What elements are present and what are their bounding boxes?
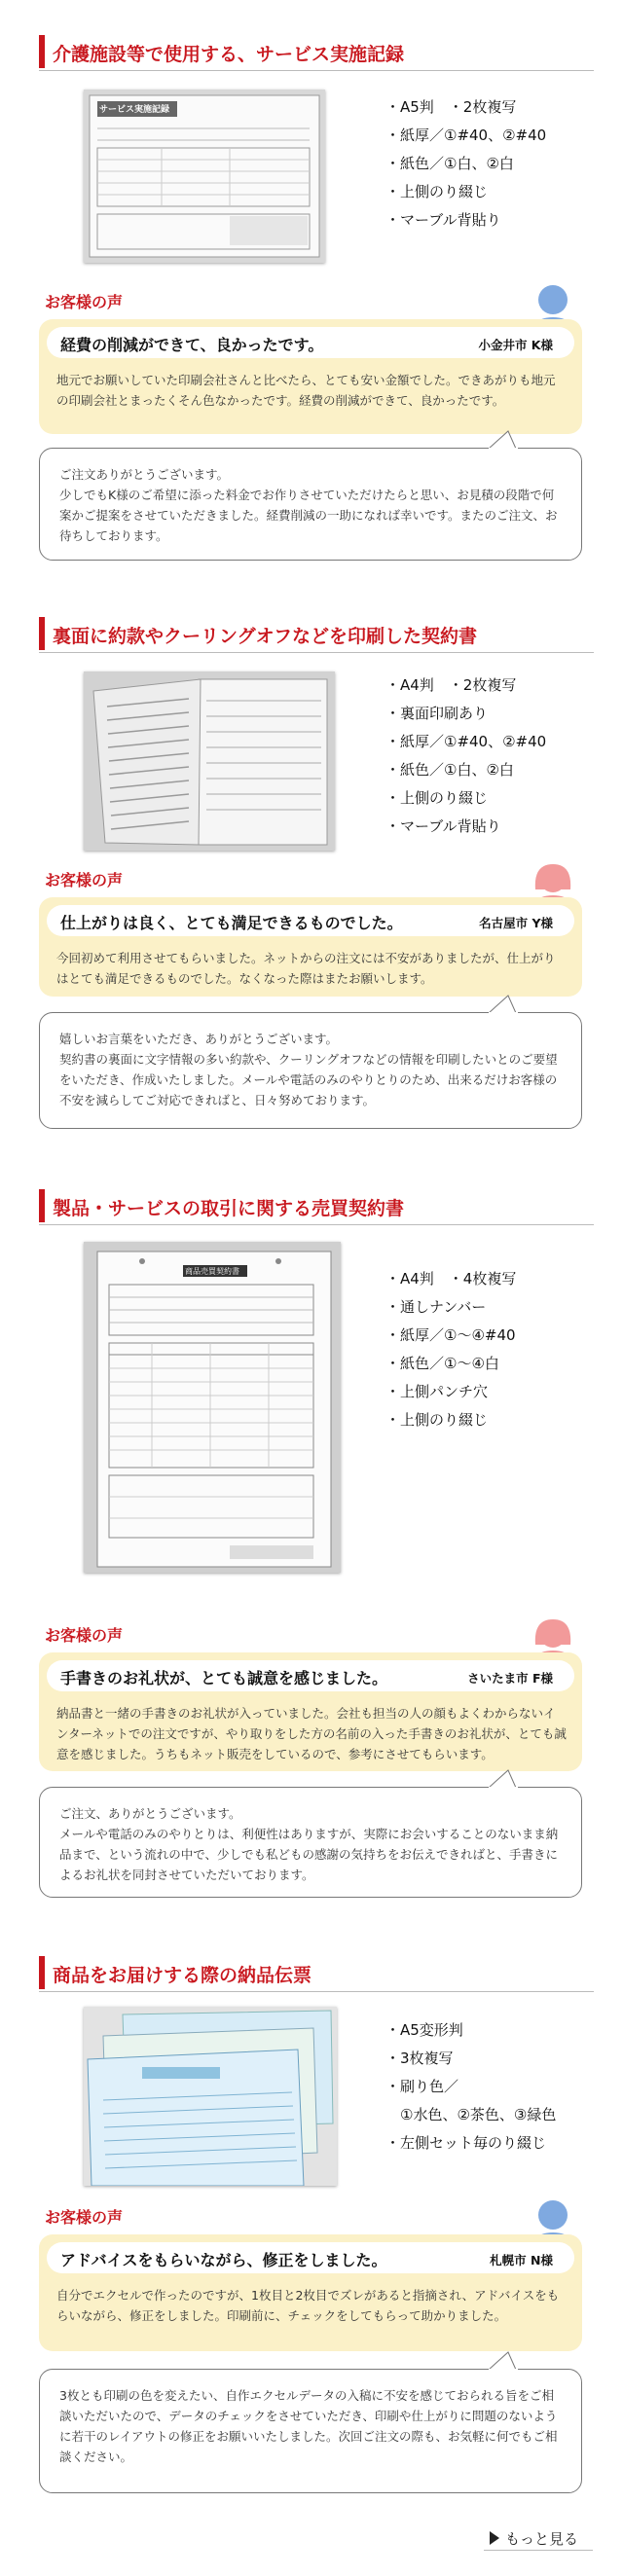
spec-item: ・A4判 ・4枚複写 [385, 1270, 517, 1288]
reply-text: ご注文、ありがとうございます。 メールや電話のみのやりとりは、利便性はありますが、実際にお会いすることのないまま納品まで、という流れの中で、少しでも私どもの感謝の気持ちをお伝えできればと、手書きによるお礼状を同封させていただいております。 [59, 1806, 559, 1882]
section-heading [39, 1189, 594, 1225]
customer-comment-text: 今回初めて利用させてもらいました。ネットからの注文には不安がありましたが、仕上がりはとても満足できるものでした。なくなった際はまたお願いします。 [56, 951, 556, 986]
spec-item: ・A5判 ・2枚複写 [385, 98, 517, 116]
more-link-label: もっと見る [505, 2530, 579, 2548]
spec-list [385, 2016, 556, 2158]
reply-box [39, 448, 582, 561]
spec-item: ・3枚複写 [385, 2050, 454, 2067]
spec-item: ・刷り色／ [385, 2078, 459, 2095]
section-heading [39, 35, 594, 71]
spec-item: ・紙厚／①～④#40 [385, 1326, 516, 1344]
more-link[interactable] [484, 2523, 593, 2551]
triangle-right-icon [490, 2531, 499, 2545]
spec-item: ・左側セット毎のり綴じ [385, 2134, 547, 2152]
contract-photo [84, 671, 335, 851]
customer-comment-title: 経費の削減ができて、良かったです。 [60, 336, 324, 354]
spec-item: ・通しナンバー [385, 1298, 487, 1316]
spec-item: ・マーブル背貼り [385, 211, 501, 229]
photo-caption: サービス実施記録 [99, 105, 170, 115]
more-link-underline [484, 2550, 593, 2551]
delivery-slip-photo [84, 2007, 337, 2186]
reply-box [39, 2369, 582, 2493]
heading-title: 裏面に約款やクーリングオフなどを印刷した契約書 [53, 626, 478, 647]
customer-name: 小金井市 K様 [478, 338, 553, 352]
spec-item: ・上側のり綴じ [385, 789, 489, 807]
customer-voice-title: お客様の声 [45, 2208, 124, 2227]
spec-list [385, 93, 546, 235]
customer-voice-title: お客様の声 [45, 1626, 124, 1645]
customer-voice-title: お客様の声 [45, 293, 124, 311]
section-heading [39, 617, 594, 653]
spec-item: ①水色、②茶色、③緑色 [385, 2106, 557, 2123]
spec-item: ・紙色／①～④白 [385, 1355, 499, 1372]
reply-text: 嬉しいお言葉をいただき、ありがとうございます。 契約書の裏面に文字情報の多い約款や、クーリングオフなどの情報を印刷したいとのご要望をいただき、作成いたしました。メールや電話のみのやりとりのため、出来るだけお客様の不安を減らしてご対応できればと、日々努めております。 [59, 1032, 558, 1107]
customer-comment-title: 手書きのお礼状が、とても誠意を感じました。 [60, 1669, 388, 1687]
spec-item: ・紙厚／①#40、②#40 [385, 127, 547, 144]
section-heading [39, 1956, 594, 1992]
customer-comment-box [39, 319, 582, 434]
customer-name: 名古屋市 Y様 [479, 916, 553, 930]
sales-contract-photo [84, 1242, 341, 1573]
spec-item: ・A5変形判 [385, 2021, 463, 2039]
customer-comment-text: 納品書と一緒の手書きのお礼状が入っていました。会社も担当の人の顔もよくわからないインターネットでの注文ですが、やり取りをした方の名前の入った手書きのお礼状が、とても誠意を感じました。うちもネット販売をしているので、参考にさせてもらいます。 [56, 1706, 567, 1761]
reply-bubble-tail [487, 994, 520, 1014]
heading-accent-bar [39, 1956, 45, 1989]
customer-comment-box [39, 2234, 582, 2351]
spec-list [385, 671, 546, 841]
reply-box [39, 1787, 582, 1898]
spec-item: ・上側パンチ穴 [385, 1383, 489, 1400]
heading-title: 介護施設等で使用する、サービス実施記録 [53, 44, 405, 65]
reply-bubble-tail [487, 429, 520, 450]
heading-title: 製品・サービスの取引に関する売買契約書 [53, 1198, 405, 1219]
spec-item: ・紙色／①白、②白 [385, 761, 514, 779]
product-photo [84, 2007, 337, 2186]
spec-item: ・紙厚／①#40、②#40 [385, 733, 547, 750]
customer-comment-box [39, 897, 582, 997]
spec-item: ・紙色／①白、②白 [385, 155, 514, 172]
heading-accent-bar [39, 35, 45, 68]
spec-list [385, 1265, 516, 1434]
spec-item: ・上側のり綴じ [385, 1411, 489, 1429]
reply-bubble-tail [487, 1768, 520, 1789]
customer-comment-text: 自分でエクセルで作ったのですが、1枚目と2枚目でズレがあると指摘され、アドバイスをもらいながら、修正をしました。印刷前に、チェックをしてもらって助かりました。 [56, 2288, 560, 2323]
customer-name: 札幌市 N様 [490, 2253, 553, 2268]
customer-comment-text: 地元でお願いしていた印刷会社さんと比べたら、とても安い金額でした。できあがりも地元の印刷会社とまったくそん色なかったです。経費の削減ができて、良かったです。 [56, 373, 556, 408]
product-photo [84, 671, 335, 851]
reply-bubble-tail [487, 2350, 520, 2371]
heading-title: 商品をお届けする際の納品伝票 [53, 1965, 312, 1986]
reply-text: ご注文ありがとうございます。 少しでもK様のご希望に添った料金でお作りさせていただけたらと思い、お見積の段階で何案かご提案をさせていただきました。経費削減の一助になれば幸いです。またのご注文、お待ちしております。 [59, 467, 558, 543]
product-photo [84, 1242, 341, 1573]
spec-item: ・裏面印刷あり [385, 705, 489, 722]
customer-name: さいたま市 F様 [467, 1671, 553, 1686]
heading-accent-bar [39, 617, 45, 650]
customer-comment-header [47, 2242, 574, 2273]
heading-accent-bar [39, 1189, 45, 1222]
customer-comment-header [47, 327, 574, 358]
customer-comment-title: アドバイスをもらいながら、修正をしました。 [60, 2251, 387, 2269]
customer-comment-header [47, 1660, 574, 1691]
customer-comment-header [47, 905, 574, 936]
spec-item: ・上側のり綴じ [385, 183, 489, 200]
photo-caption: 商品売買契約書 [185, 1267, 239, 1276]
customer-comment-box [39, 1652, 582, 1771]
spec-item: ・マーブル背貼り [385, 817, 501, 835]
service-record-photo [84, 90, 325, 263]
customer-comment-title: 仕上がりは良く、とても満足できるものでした。 [60, 914, 403, 932]
spec-item: ・A4判 ・2枚複写 [385, 676, 517, 694]
product-photo [84, 90, 325, 263]
reply-text: 3枚とも印刷の色を変えたい、自作エクセルデータの入稿に不安を感じておられる旨をご相談いただいたので、データのチェックをさせていただき、印刷や仕上がりに問題のないように若干のレイアウトの修正をお願いいたしました。次回ご注文の際も、お気軽に何でもご相談ください。 [59, 2388, 558, 2464]
reply-box [39, 1012, 582, 1129]
customer-voice-title: お客様の声 [45, 871, 124, 889]
